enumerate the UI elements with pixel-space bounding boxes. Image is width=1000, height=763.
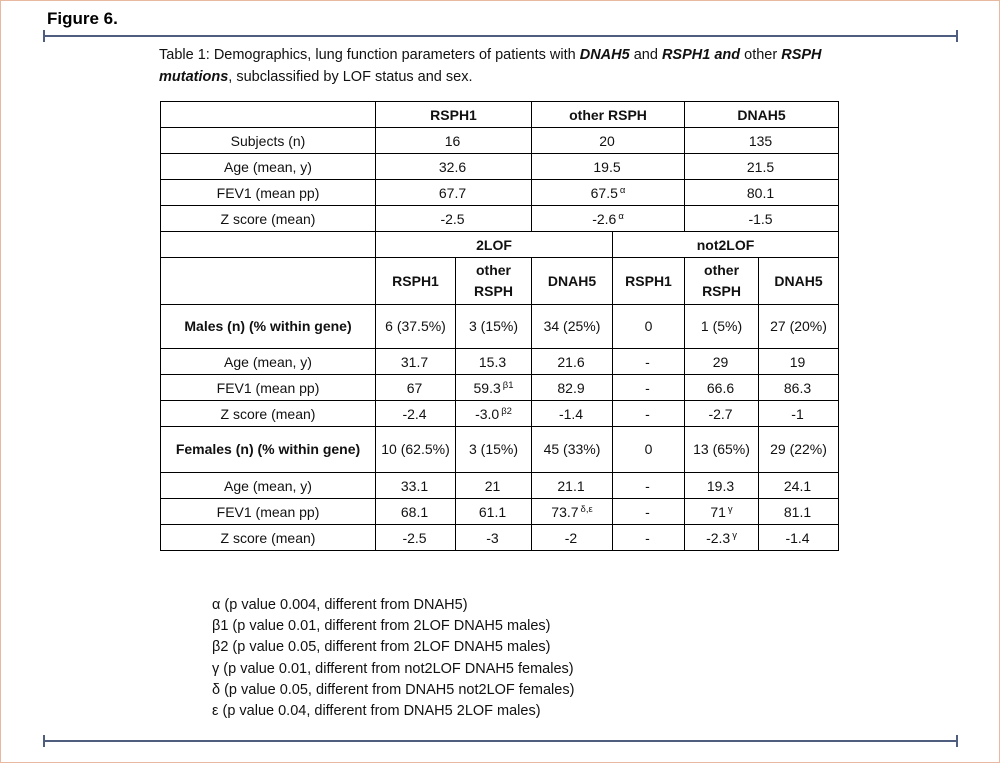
- col-header-other-rsph: other RSPH: [532, 102, 685, 128]
- cell: -2: [532, 525, 613, 551]
- males-row: [161, 305, 839, 349]
- figure-title: Figure 6.: [47, 9, 118, 28]
- cell: -: [613, 375, 685, 401]
- cell: -: [613, 473, 685, 499]
- caption-italic-4: mutations: [159, 69, 229, 85]
- footnote: γ (p value 0.01, different from not2LOF DNAH5 females): [212, 660, 574, 677]
- footnote: β1 (p value 0.01, different from 2LOF DNAH5 males): [212, 618, 551, 635]
- cell: 29: [685, 349, 759, 375]
- footnote: β2 (p value 0.05, different from 2LOF DNAH5 males): [212, 639, 551, 656]
- sub-header: RSPH1: [376, 258, 456, 305]
- sub-header: RSPH1: [613, 258, 685, 305]
- cell: 27 (20%): [759, 305, 839, 349]
- cell: -2.5: [376, 525, 456, 551]
- females-row: [161, 427, 839, 473]
- cell: 67: [376, 375, 456, 401]
- cell: 31.7: [376, 349, 456, 375]
- cell: -3: [456, 525, 532, 551]
- cell: 33.1: [376, 473, 456, 499]
- sub-header: other RSPH: [456, 258, 532, 305]
- cell: 10 (62.5%): [376, 427, 456, 473]
- top-header-row: [161, 102, 839, 128]
- cell: 29 (22%): [759, 427, 839, 473]
- table-row: [161, 128, 839, 154]
- top-rule: [43, 35, 958, 37]
- footnote: ε (p value 0.04, different from DNAH5 2LOF males): [212, 703, 541, 720]
- cell: 68.1: [376, 499, 456, 525]
- demographics-table: [160, 101, 839, 551]
- cell: 0: [613, 305, 685, 349]
- row-label-males: Males (n) (% within gene): [161, 305, 376, 349]
- group-header-not2lof: not2LOF: [613, 232, 839, 258]
- table-caption: [159, 44, 859, 88]
- cell: -: [613, 349, 685, 375]
- cell: -2.5: [376, 206, 532, 232]
- cell: 16: [376, 128, 532, 154]
- cell: 66.6: [685, 375, 759, 401]
- table-row: [161, 375, 839, 401]
- cell: 3 (15%): [456, 305, 532, 349]
- cell: 15.3: [456, 349, 532, 375]
- row-label: Age (mean, y): [161, 154, 376, 180]
- cell: 13 (65%): [685, 427, 759, 473]
- col-header-rsph1: RSPH1: [376, 102, 532, 128]
- cell: 19: [759, 349, 839, 375]
- cell: -2.4: [376, 401, 456, 427]
- row-label: Z score (mean): [161, 401, 376, 427]
- table-row: [161, 499, 839, 525]
- footnote: δ (p value 0.05, different from DNAH5 not2LOF females): [212, 681, 575, 698]
- table-row: [161, 401, 839, 427]
- sub-header: other RSPH: [685, 258, 759, 305]
- row-label: FEV1 (mean pp): [161, 180, 376, 206]
- table-row: [161, 525, 839, 551]
- caption-italic-1: DNAH5: [579, 47, 630, 63]
- cell: -1.4: [532, 401, 613, 427]
- cell: 34 (25%): [532, 305, 613, 349]
- table-corner: [161, 102, 376, 128]
- cell: 24.1: [759, 473, 839, 499]
- caption-text-3: other: [740, 47, 782, 63]
- sub-header: DNAH5: [759, 258, 839, 305]
- cell: -2.6 $^\alpha$: [532, 206, 685, 232]
- table-row: [161, 154, 839, 180]
- cell: 21.1: [532, 473, 613, 499]
- cell: 80.1: [685, 180, 839, 206]
- cell: 19.5: [532, 154, 685, 180]
- row-label: FEV1 (mean pp): [161, 375, 376, 401]
- cell: 82.9: [532, 375, 613, 401]
- table-row: [161, 180, 839, 206]
- cell: 73.7 $^{\delta,\varepsilon}$: [532, 499, 613, 525]
- cell: 21: [456, 473, 532, 499]
- row-label: Age (mean, y): [161, 349, 376, 375]
- cell: 86.3: [759, 375, 839, 401]
- sub-header-row: [161, 258, 839, 305]
- group-header-row: [161, 232, 839, 258]
- cell: 3 (15%): [456, 427, 532, 473]
- caption-text-4: , subclassified by LOF status and sex.: [228, 69, 473, 85]
- cell: 21.5: [685, 154, 839, 180]
- cell: -2.3 $^\gamma$: [685, 525, 759, 551]
- cell: 21.6: [532, 349, 613, 375]
- cell: 59.3 $^{\beta 1}$: [456, 375, 532, 401]
- cell: 81.1: [759, 499, 839, 525]
- row-label-females: Females (n) (% within gene): [161, 427, 376, 473]
- cell: 45 (33%): [532, 427, 613, 473]
- cell: -2.7: [685, 401, 759, 427]
- cell: -: [613, 525, 685, 551]
- table-corner: [161, 232, 376, 258]
- col-header-dnah5: DNAH5: [685, 102, 839, 128]
- sub-header: DNAH5: [532, 258, 613, 305]
- cell: -1.5: [685, 206, 839, 232]
- group-header-2lof: 2LOF: [376, 232, 613, 258]
- table-row: [161, 206, 839, 232]
- cell: 67.7: [376, 180, 532, 206]
- caption-text-1: Table 1: Demographics, lung function parameters of patients with: [159, 47, 580, 63]
- row-label: Subjects (n): [161, 128, 376, 154]
- table-row: [161, 349, 839, 375]
- cell: 32.6: [376, 154, 532, 180]
- cell: 71 $^\gamma$: [685, 499, 759, 525]
- cell: 1 (5%): [685, 305, 759, 349]
- footnotes: [212, 595, 574, 722]
- cell: -: [613, 401, 685, 427]
- row-label: Z score (mean): [161, 206, 376, 232]
- cell: 135: [685, 128, 839, 154]
- cell: 6 (37.5%): [376, 305, 456, 349]
- caption-text-2: and: [629, 47, 662, 63]
- row-label: Z score (mean): [161, 525, 376, 551]
- cell: 0: [613, 427, 685, 473]
- cell: -: [613, 499, 685, 525]
- row-label: FEV1 (mean pp): [161, 499, 376, 525]
- caption-italic-3: RSPH: [781, 47, 822, 63]
- bottom-rule: [43, 740, 958, 742]
- row-label: Age (mean, y): [161, 473, 376, 499]
- table-corner: [161, 258, 376, 305]
- cell: 19.3: [685, 473, 759, 499]
- cell: 67.5 $^\alpha$: [532, 180, 685, 206]
- cell: -1: [759, 401, 839, 427]
- caption-italic-2: RSPH1 and: [661, 47, 741, 63]
- table-row: [161, 473, 839, 499]
- cell: 20: [532, 128, 685, 154]
- cell: 61.1: [456, 499, 532, 525]
- cell: -1.4: [759, 525, 839, 551]
- cell: -3.0 $^{\beta 2}$: [456, 401, 532, 427]
- footnote: α (p value 0.004, different from DNAH5): [212, 597, 468, 613]
